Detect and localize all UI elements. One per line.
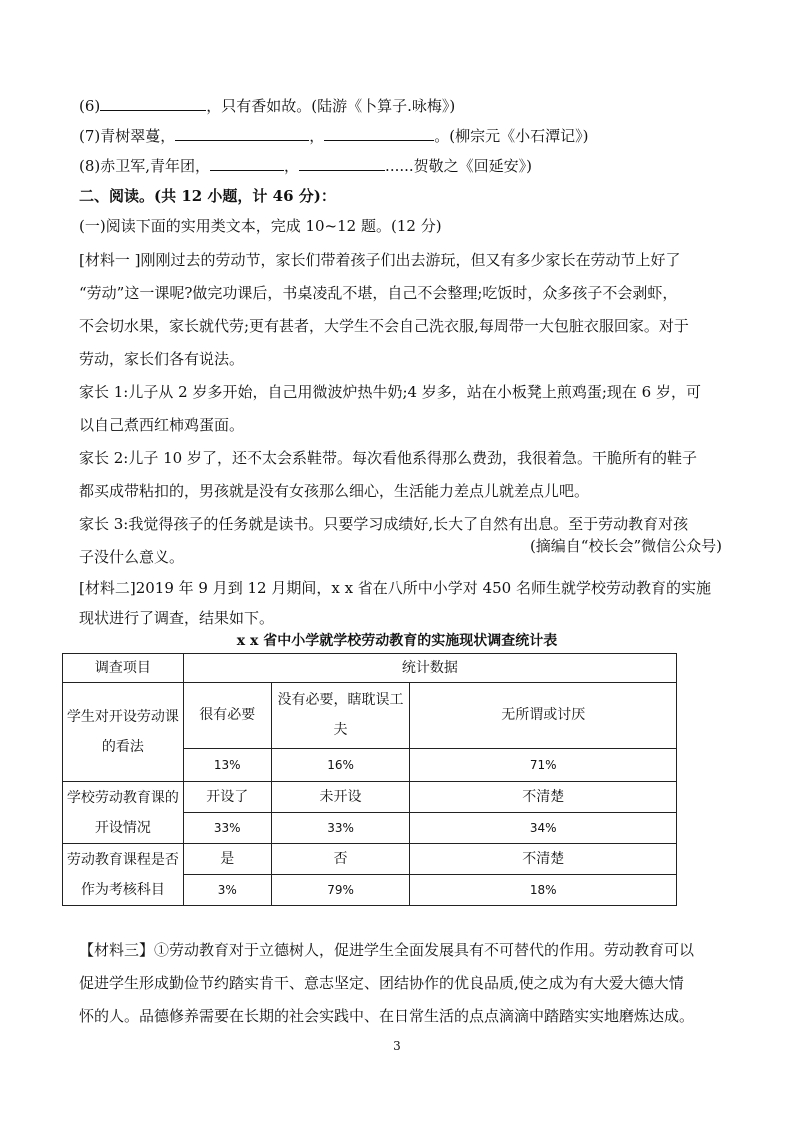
answer-blank[interactable]: [299, 156, 385, 171]
question-number: (8): [79, 157, 101, 175]
survey-table: [62, 653, 677, 906]
sub-heading: (一)阅读下面的实用类文本，完成 10~12 题。(12 分): [79, 217, 442, 235]
table-header-row: [63, 654, 677, 683]
material3-line: 促进学生形成勤俭节约踏实肯干、意志坚定、团结协作的优良品质,使之成为有大爱大德大情: [79, 974, 684, 992]
material1-line: [材料一 ]刚刚过去的劳动节，家长们带着孩子们出去游玩，但又有多少家长在劳动节上好了: [79, 251, 681, 269]
value-cell: 33%: [183, 813, 271, 844]
question-text: ，只有香如故。(陆游《卜算子.咏梅》): [206, 97, 456, 115]
page-number: 3: [393, 1039, 401, 1053]
material1-line: 不会切水果，家长就代劳;更有甚者，大学生不会自己洗衣服,每周带一大包脏衣服回家。对于: [79, 317, 689, 335]
material2-line: 现状进行了调查，结果如下。: [79, 609, 275, 627]
question-6: [79, 96, 455, 116]
option-cell: 没有必要，瞎耽误工夫: [271, 683, 410, 749]
value-cell: 3%: [183, 875, 271, 906]
option-cell: 很有必要: [183, 683, 271, 749]
value-cell: 71%: [410, 748, 677, 781]
parent1-line: 以自己煮西红柿鸡蛋面。: [79, 416, 245, 434]
answer-blank[interactable]: [100, 96, 206, 111]
answer-blank[interactable]: [175, 126, 309, 141]
parent3-line: 家长 3:我觉得孩子的任务就是读书。只要学习成绩好,长大了自然有出息。至于劳动教育对孩: [79, 515, 689, 533]
table-header-cell: 统计数据: [183, 654, 676, 683]
value-cell: 33%: [271, 813, 410, 844]
value-cell: 18%: [410, 875, 677, 906]
parent3-line: 子没什么意义。: [79, 548, 185, 566]
option-cell: 否: [271, 844, 410, 875]
option-cell: 是: [183, 844, 271, 875]
table-title: x x 省中小学就学校劳动教育的实施现状调查统计表: [236, 633, 558, 649]
question-text: 青树翠蔓，: [100, 127, 176, 145]
parent2-line: 家长 2:儿子 10 岁了，还不太会系鞋带。每次看他系得那么费劲，我很着急。干脆所有的鞋子: [79, 449, 697, 467]
parent1-line: 家长 1:儿子从 2 岁多开始，自己用微波炉热牛奶;4 岁多，站在小板凳上煎鸡蛋;现在 6 岁，可: [79, 383, 701, 401]
value-cell: 13%: [183, 748, 271, 781]
option-cell: 未开设: [271, 782, 410, 813]
question-text: ......贺敬之《回延安》): [385, 157, 533, 175]
question-text: 。(柳宗元《小石潭记》): [434, 127, 589, 145]
table-row: [63, 683, 677, 749]
survey-item: 劳动教育课程是否作为考核科目: [63, 844, 184, 906]
material3-line: 怀的人。品德修养需要在长期的社会实践中、在日常生活的点点滴滴中踏踏实实地磨炼达成。: [79, 1007, 695, 1025]
option-cell: 开设了: [183, 782, 271, 813]
value-cell: 79%: [271, 875, 410, 906]
separator: ，: [284, 157, 300, 175]
question-text: 赤卫军,青年团，: [100, 157, 211, 175]
material1-line: 劳动，家长们各有说法。: [79, 350, 245, 368]
question-8: [79, 156, 532, 176]
survey-item: 学生对开设劳动课的看法: [63, 683, 184, 782]
material1-source: (摘编自“校长会”微信公众号): [529, 537, 722, 555]
material2-line: [材料二]2019 年 9 月到 12 月期间，x x 省在八所中小学对 450 名师生就学校劳动教育的实施: [79, 579, 711, 597]
survey-item: 学校劳动教育课的开设情况: [63, 782, 184, 844]
value-cell: 16%: [271, 748, 410, 781]
table-header-cell: 调查项目: [63, 654, 184, 683]
parent2-line: 都买成带粘扣的，男孩就是没有女孩那么细心，生活能力差点儿就差点儿吧。: [79, 482, 590, 500]
section-heading: 二、阅读。(共 12 小题，计 46 分)：: [79, 187, 336, 205]
option-cell: 不清楚: [410, 844, 677, 875]
table-row: [63, 844, 677, 875]
material3-line: 【材料三】①劳动教育对于立德树人，促进学生全面发展具有不可替代的作用。劳动教育可以: [79, 941, 695, 959]
question-number: (6): [79, 97, 101, 115]
material1-line: “劳动”这一课呢?做完功课后，书桌凌乱不堪，自己不会整理;吃饭时，众多孩子不会剥虾，: [79, 284, 678, 302]
question-7: [79, 126, 589, 146]
separator: ，: [309, 127, 325, 145]
table-row: [63, 782, 677, 813]
answer-blank[interactable]: [210, 156, 284, 171]
option-cell: 无所谓或讨厌: [410, 683, 677, 749]
answer-blank[interactable]: [324, 126, 434, 141]
value-cell: 34%: [410, 813, 677, 844]
question-number: (7): [79, 127, 101, 145]
option-cell: 不清楚: [410, 782, 677, 813]
